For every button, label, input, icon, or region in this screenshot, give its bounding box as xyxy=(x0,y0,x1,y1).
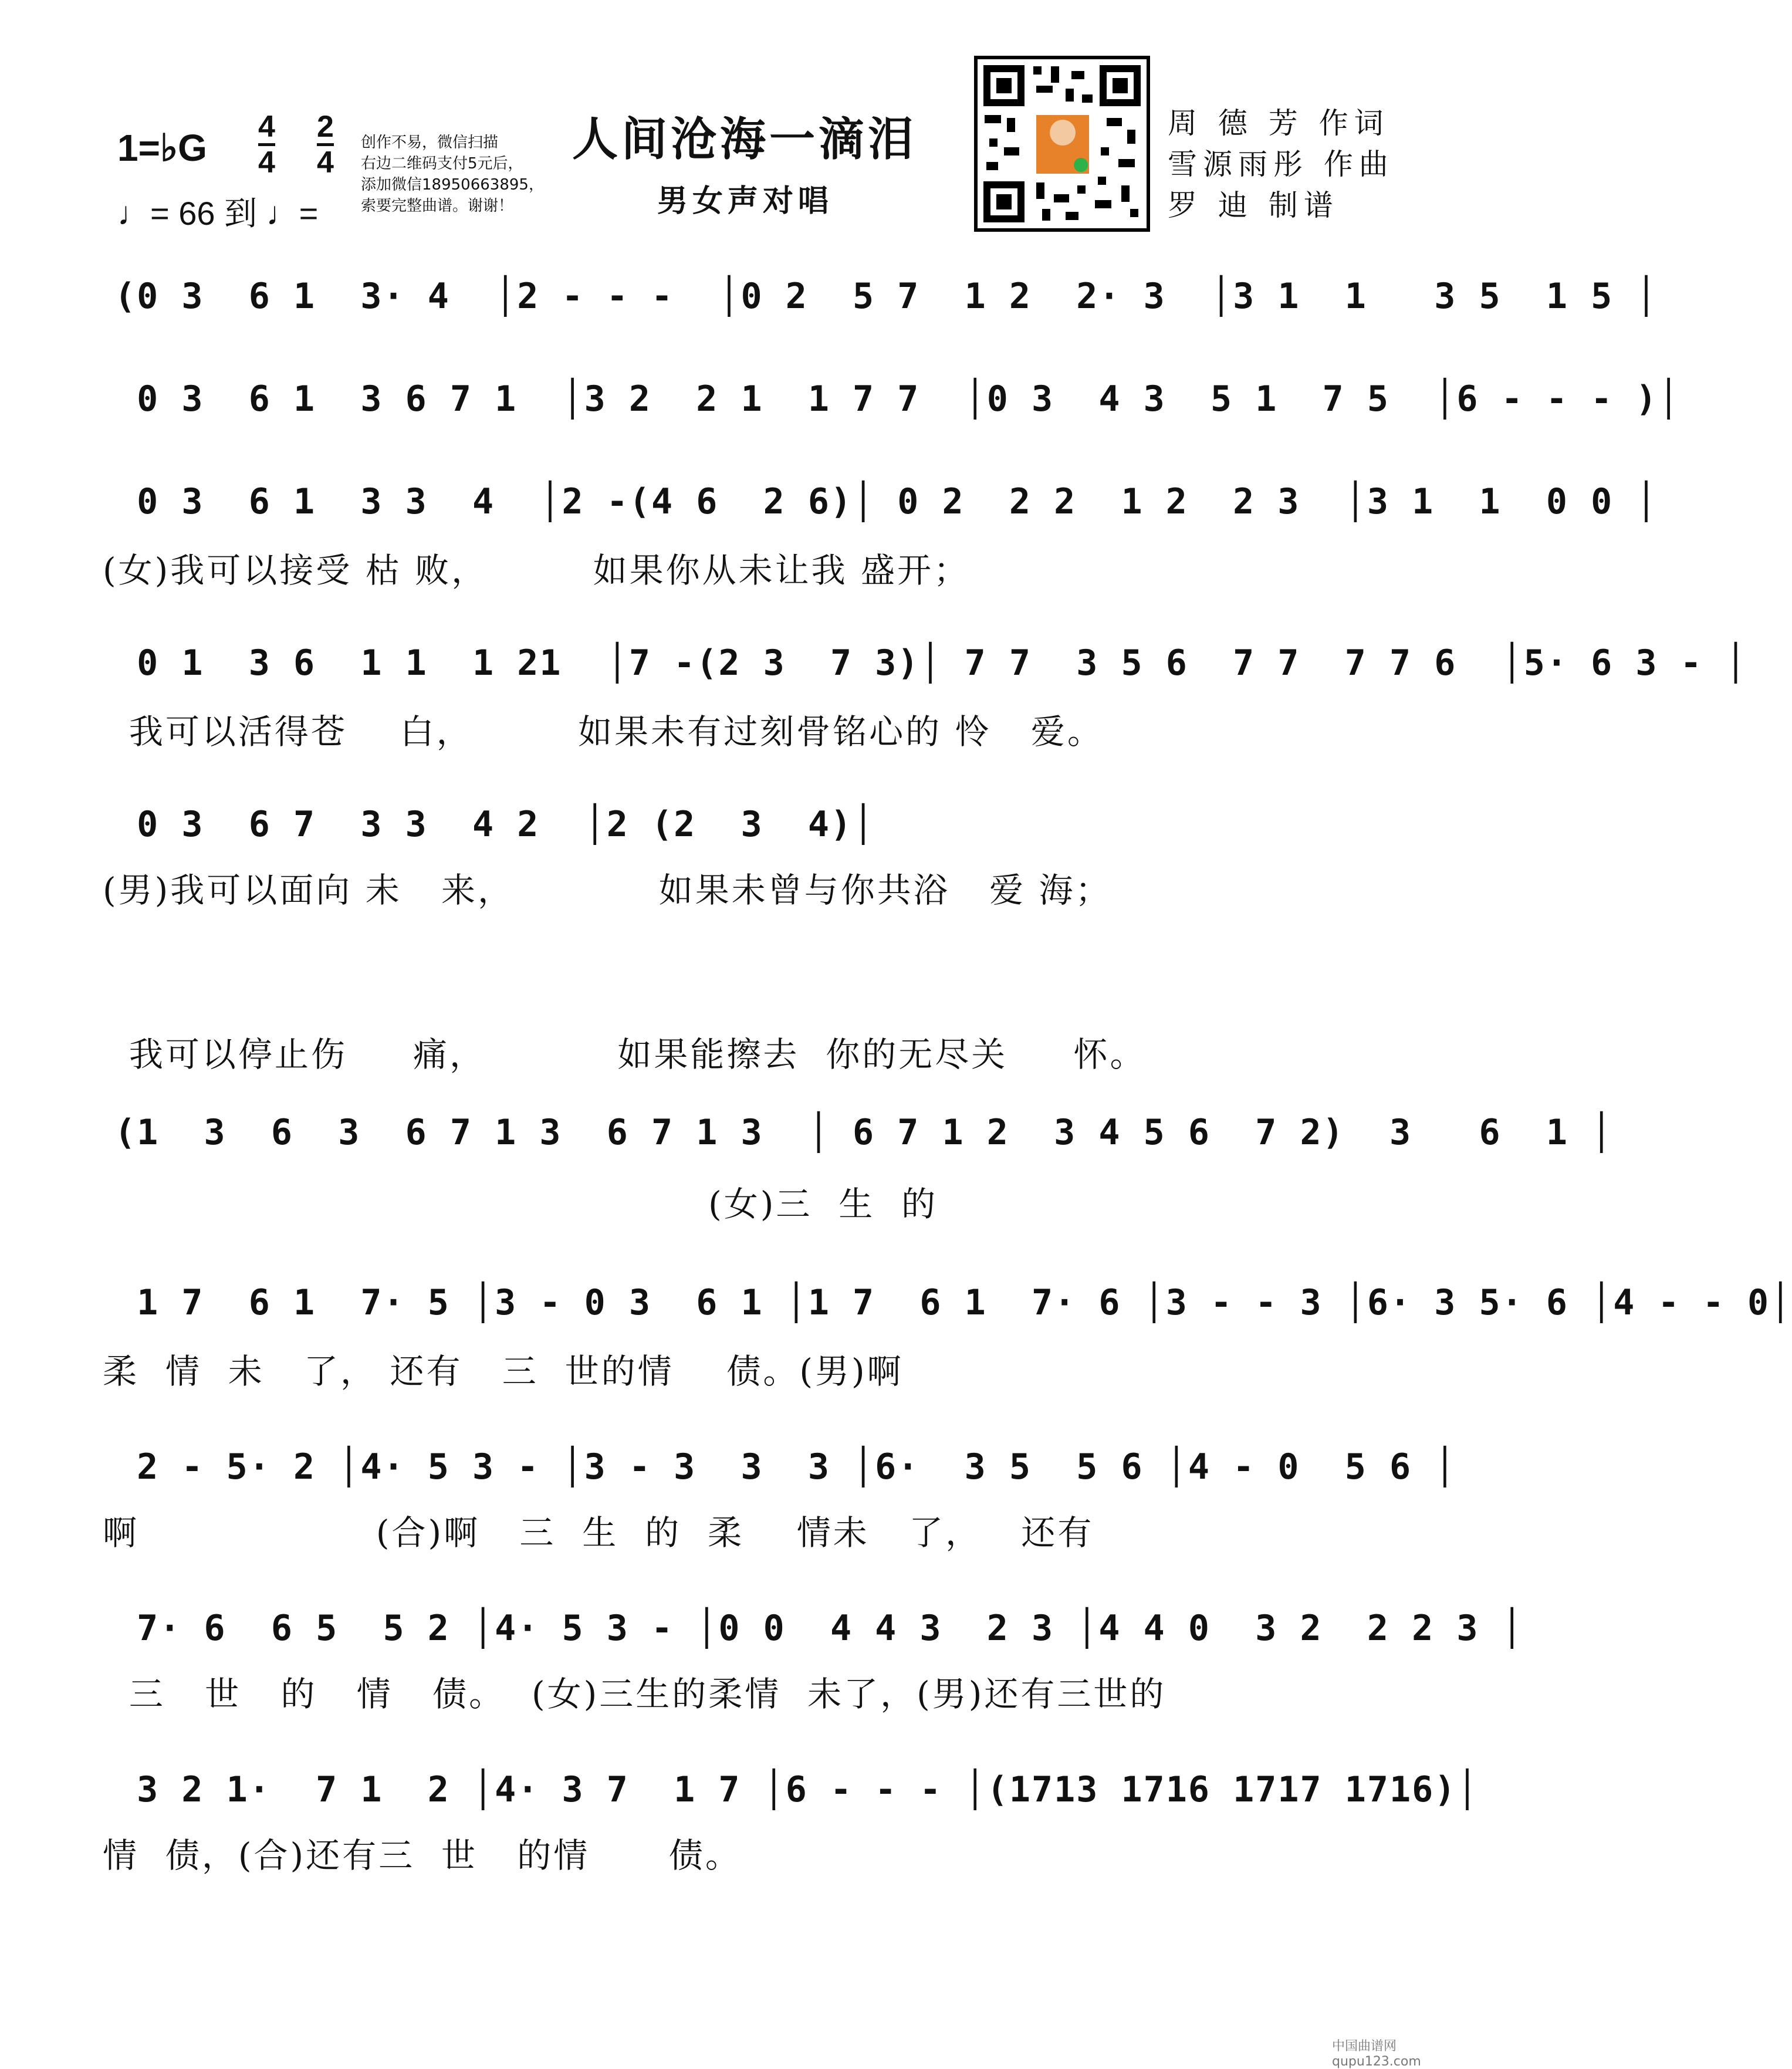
purchase-note-line: 创作不易，微信扫描 xyxy=(361,134,499,151)
arranger-credit: 罗 迪 制谱 xyxy=(1168,188,1339,222)
lyric-line-10: 三 世 的 情 债。 (女)三生的柔情 未了，(男)还有三世的 xyxy=(103,1674,1167,1714)
lyric-line-3: (女)我可以接受 枯 败， 如果你从未让我 盛开； xyxy=(103,550,971,590)
score-line-8: 1 7 6 1 7· 5 │3 - 0 3 6 1 │1 7 6 1 7· 6 │3 - - 3 │6· 3 5· 6 │4 - - 0│ xyxy=(114,1282,1792,1323)
song-subtitle: 男女声对唱 xyxy=(657,183,834,219)
lyric-line-9: 啊 (合)啊 三 生 的 柔 情未 了， 还有 xyxy=(103,1513,1094,1553)
lyric-line-7: (女)三 生 的 xyxy=(103,1184,938,1224)
time-signature-2-4: 2 4 xyxy=(317,110,334,180)
purchase-note-line: 添加微信18950663895， xyxy=(361,176,544,194)
site-watermark: 中国曲谱网 qupu123.com xyxy=(1332,2039,1421,2069)
wechat-qr-code xyxy=(974,56,1150,232)
qr-code-icon xyxy=(978,59,1147,228)
lyricist-credit: 周 德 芳 作词 xyxy=(1168,106,1389,140)
score-line-5: 0 3 6 7 3 3 4 2 │2 (2 3 4)│ xyxy=(114,804,875,845)
score-line-1: (0 3 6 1 3· 4 │2 - - - │0 2 5 7 1 2 2· 3 │3 1 1 3 5 1 5 │ xyxy=(114,276,1658,317)
tempo-marking: ♩= 66 到 ♩= xyxy=(117,195,319,232)
composer-credit: 雪源雨彤 作曲 xyxy=(1168,147,1394,181)
purchase-note xyxy=(361,132,544,217)
score-line-9: 2 - 5· 2 │4· 5 3 - │3 - 3 3 3 │6· 3 5 5 6 │4 - 0 5 6 │ xyxy=(114,1446,1457,1487)
lyric-line-8: 柔 情 未 了， 还有 三 世的情 债。(男)啊 xyxy=(103,1351,904,1391)
score-line-11: 3 2 1· 7 1 2 │4· 3 7 1 7 │6 - - - │(1713 1716 1717 1716)│ xyxy=(114,1769,1479,1810)
purchase-note-line: 右边二维码支付5元后， xyxy=(361,155,523,173)
score-line-2: 0 3 6 1 3 6 7 1 │3 2 2 1 1 7 7 │0 3 4 3 5 1 7 5 │6 - - - )│ xyxy=(114,378,1681,420)
lyric-line-6: 我可以停止伤 痛， 如果能擦去 你的无尽关 怀。 xyxy=(103,1034,1147,1074)
score-line-4: 0 1 3 6 1 1 1 21 │7 -(2 3 7 3)│ 7 7 3 5 6 7 7 7 7 6 │5· 6 3 - │ xyxy=(114,643,1747,684)
song-title: 人间沧海一滴泪 xyxy=(572,113,918,166)
time-signature-4-4: 4 4 xyxy=(258,110,275,180)
score-line-7: (1 3 6 3 6 7 1 3 6 7 1 3 │ 6 7 1 2 3 4 5 6 7 2) 3 6 1 │ xyxy=(114,1112,1614,1153)
lyric-line-11: 情 债，(合)还有三 世 的情 债。 xyxy=(103,1835,742,1875)
lyric-line-5: (男)我可以面向 未 来， 如果未曾与你共浴 爱 海； xyxy=(103,870,1112,910)
purchase-note-line: 索要完整曲谱。谢谢！ xyxy=(361,197,514,215)
score-line-10: 7· 6 6 5 5 2 │4· 5 3 - │0 0 4 4 3 2 3 │4 4 0 3 2 2 2 3 │ xyxy=(114,1608,1524,1649)
score-line-3: 0 3 6 1 3 3 4 │2 -(4 6 2 6)│ 0 2 2 2 1 2 2 3 │3 1 1 0 0 │ xyxy=(114,481,1658,522)
credits xyxy=(1168,103,1394,226)
lyric-line-4: 我可以活得苍 白， 如果未有过刻骨铭心的 怜 爱。 xyxy=(103,712,1104,752)
key-signature: 1=♭G xyxy=(117,127,207,169)
